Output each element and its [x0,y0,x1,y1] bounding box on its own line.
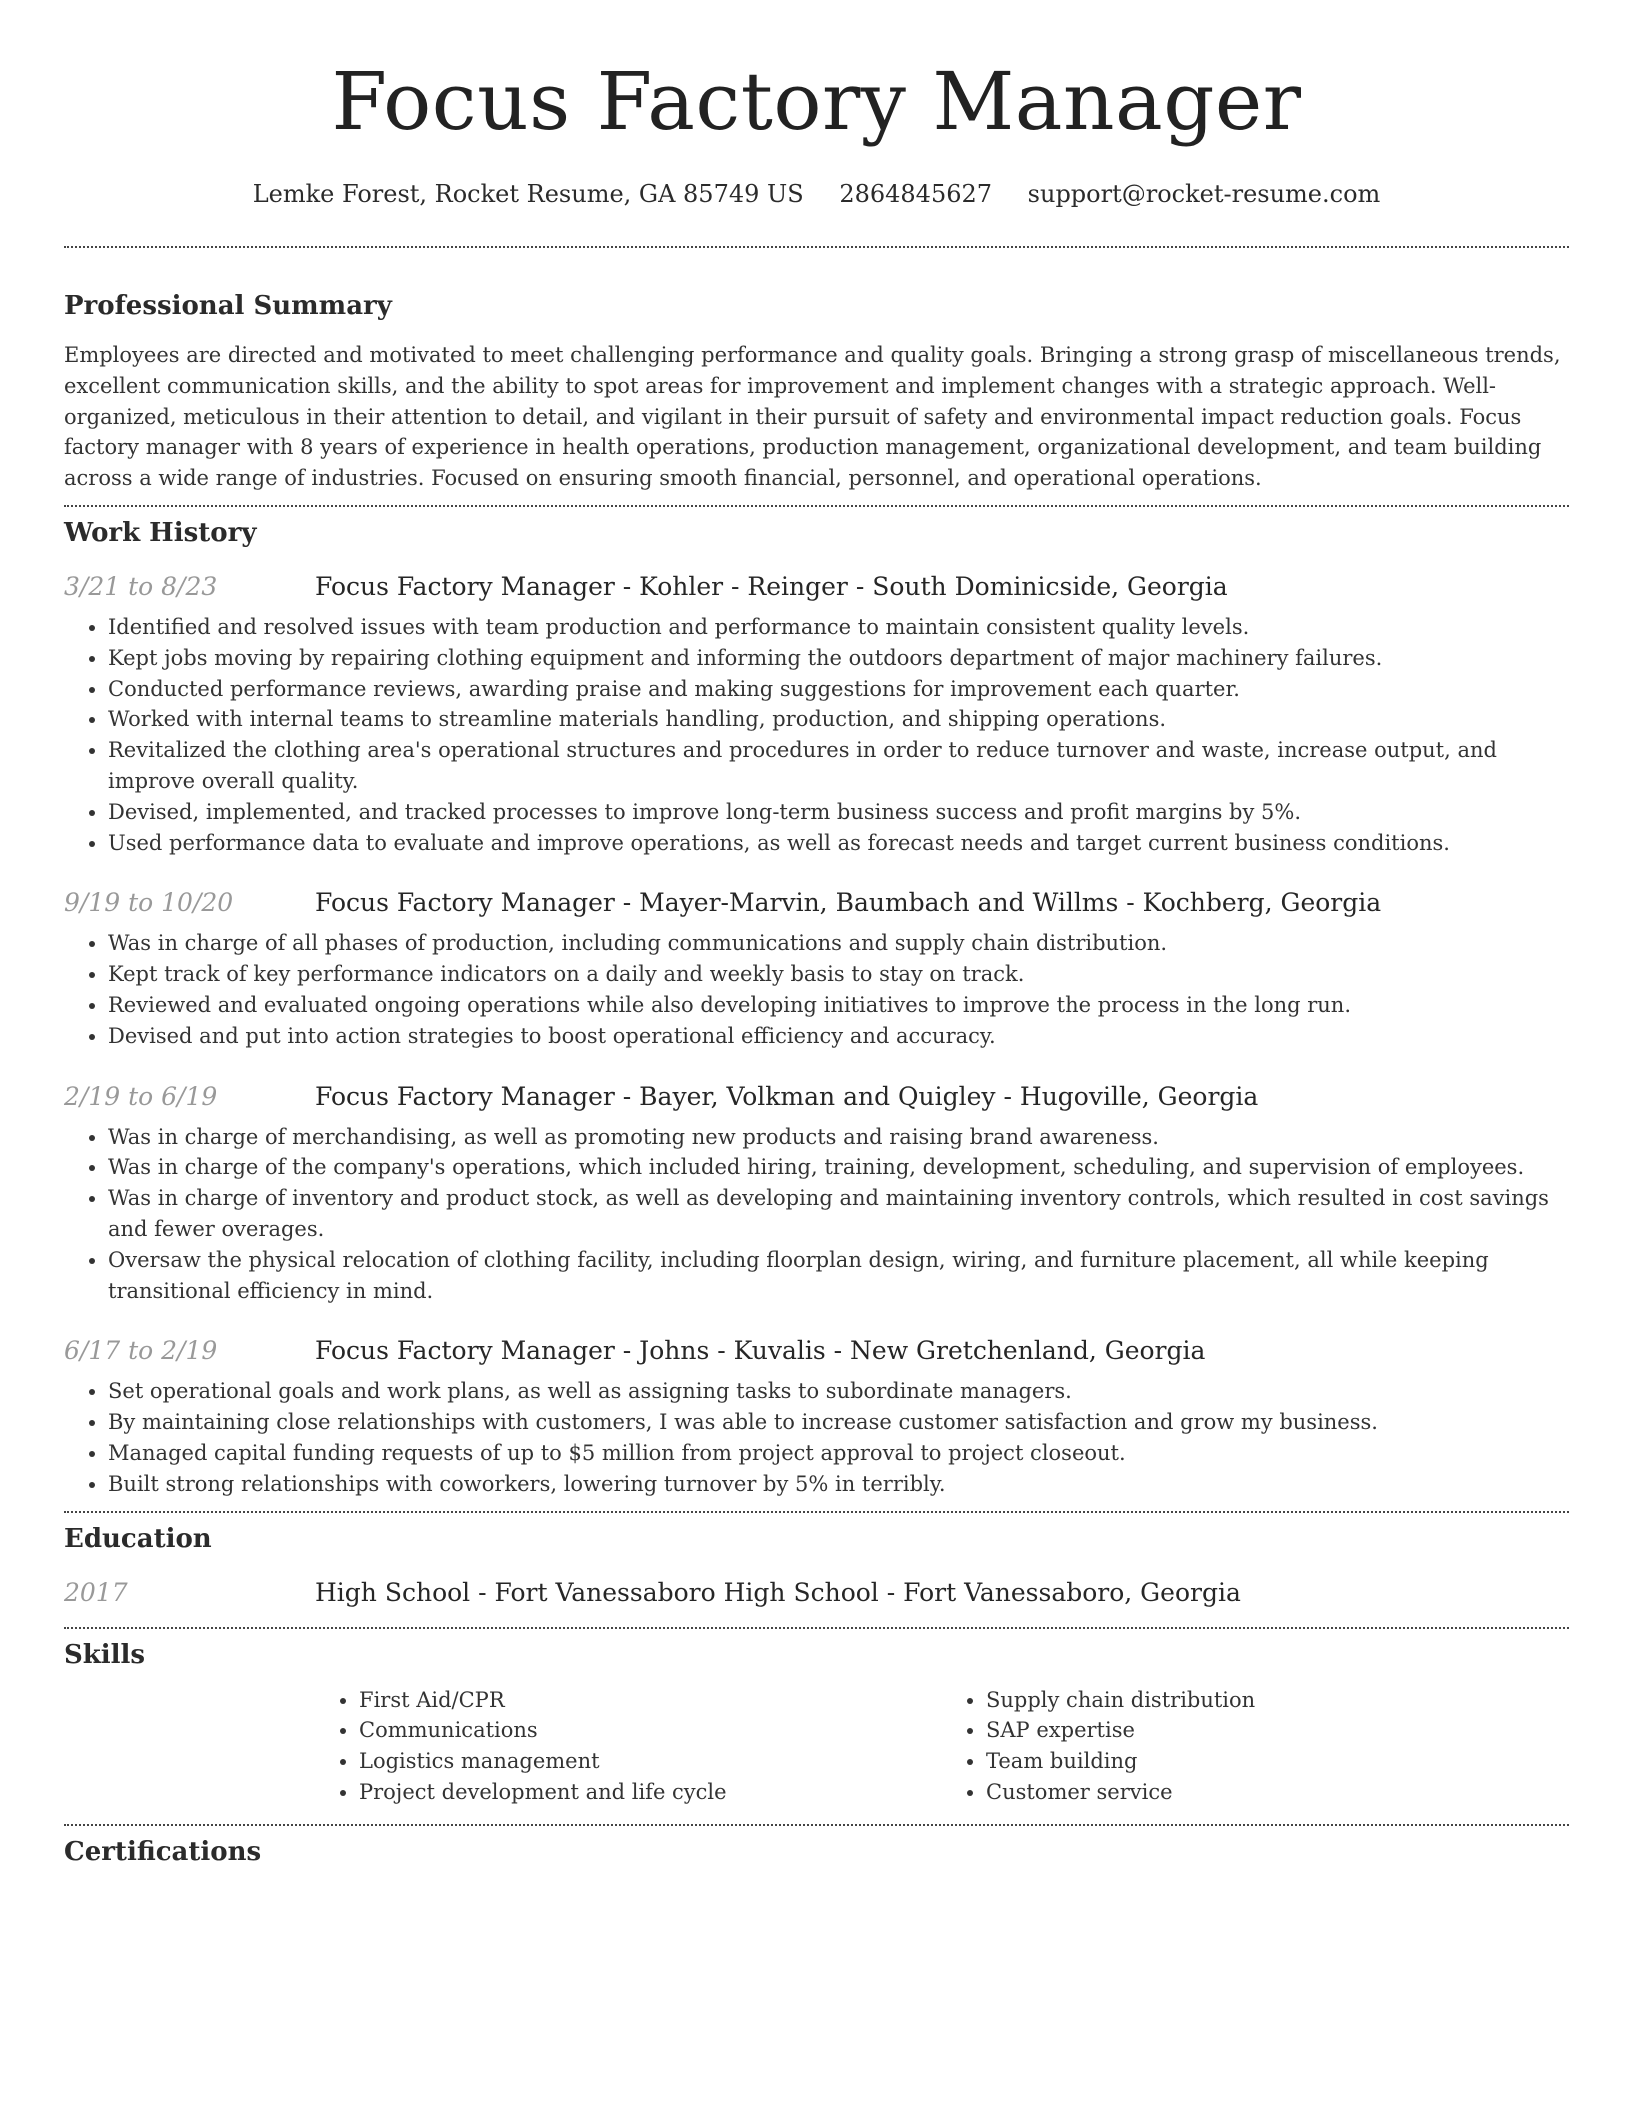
list-item: • Kept jobs moving by repairing clothing equipment and informing the outdoors department of major machinery failures. [108,643,1569,674]
job-header [64,888,1569,917]
list-item: • By maintaining close relationships with customers, I was able to increase customer satisfaction and grow my business. [108,1407,1569,1438]
education-section [64,1522,1569,1607]
section-title-certifications: Certifications [64,1836,262,1867]
job-entry [64,1336,1569,1499]
education-heading: High School - Fort Vanessaboro High School - Fort Vanessaboro, Georgia [315,1577,1241,1607]
skill-item: • SAP expertise [986,1715,1569,1746]
divider [64,1511,1569,1513]
list-item: • Used performance data to evaluate and improve operations, as well as forecast needs and target current business conditions. [108,828,1569,859]
list-item: • Conducted performance reviews, awarding praise and making suggestions for improvement each quarter. [108,674,1569,705]
skill-item: • First Aid/CPR [359,1685,942,1716]
certifications-section [64,1835,1569,1869]
list-item: • Revitalized the clothing area's operational structures and procedures in order to reduce turnover and waste, increase output, and improve overall quality. [108,735,1569,797]
skill-item: • Team building [986,1746,1569,1777]
job-dates: 2/19 to 6/19 [64,1081,218,1111]
section-title-work: Work History [64,517,257,548]
contact-email: support@rocket-resume.com [1027,180,1381,208]
divider [64,1824,1569,1826]
job-header [64,1336,1569,1365]
skill-item: • Project development and life cycle [359,1777,942,1808]
education-entry [64,1578,1569,1607]
skills-section [64,1638,1569,1808]
list-item: • Managed capital funding requests of up to $5 million from project approval to project closeout. [108,1438,1569,1469]
skill-item: • Supply chain distribution [986,1685,1569,1716]
job-bullets [64,1122,1569,1307]
divider [64,246,1569,248]
section-title-summary: Professional Summary [64,291,392,321]
divider [64,1627,1569,1629]
summary-section [64,289,1569,494]
job-heading: Focus Factory Manager - Mayer-Marvin, Baumbach and Willms - Kochberg, Georgia [315,888,1382,918]
skill-item: • Logistics management [359,1746,942,1777]
list-item: • Built strong relationships with coworkers, lowering turnover by 5% in terribly. [108,1469,1569,1500]
resume-page [64,0,1569,1869]
list-item: • Set operational goals and work plans, as well as assigning tasks to subordinate managers. [108,1376,1569,1407]
job-bullets [64,612,1569,858]
job-dates: 6/17 to 2/19 [64,1336,218,1366]
job-dates: 3/21 to 8/23 [64,571,218,601]
skill-item: • Customer service [986,1777,1569,1808]
skill-item: • Communications [359,1715,942,1746]
list-item: • Was in charge of all phases of production, including communications and supply chain distribution. [108,928,1569,959]
contact-address: Lemke Forest, Rocket Resume, GA 85749 US [252,180,804,208]
skills-list-right [942,1685,1569,1808]
job-bullets [64,1376,1569,1499]
list-item: • Oversaw the physical relocation of clothing facility, including floorplan design, wiring, and furniture placement, all while keeping transitional efficiency in mind. [108,1245,1569,1307]
work-history-section [64,516,1569,1500]
job-entry [64,888,1569,1051]
list-item: • Was in charge of merchandising, as well as promoting new products and raising brand awareness. [108,1122,1569,1153]
job-heading: Focus Factory Manager - Bayer, Volkman and Quigley - Hugoville, Georgia [315,1081,1259,1111]
list-item: • Reviewed and evaluated ongoing operations while also developing initiatives to improve the process in the long run. [108,990,1569,1021]
divider [64,505,1569,507]
section-title-education: Education [64,1523,212,1554]
skills-list-left [315,1685,942,1808]
contact-line [64,178,1569,210]
list-item: • Was in charge of inventory and product stock, as well as developing and maintaining inventory controls, which resulted in cost savings and fewer overages. [108,1183,1569,1245]
job-entry [64,572,1569,858]
job-heading: Focus Factory Manager - Kohler - Reinger - South Dominicside, Georgia [315,571,1228,601]
list-item: • Devised and put into action strategies to boost operational efficiency and accuracy. [108,1021,1569,1052]
education-year: 2017 [64,1577,128,1607]
list-item: • Kept track of key performance indicators on a daily and weekly basis to stay on track. [108,959,1569,990]
summary-text: Employees are directed and motivated to meet challenging performance and quality goals. Bringing a strong grasp of miscellaneous trends, excellent communication skills, and the ability to spot areas for improvement and implement changes with a strategic approach. Well-organized, meticulous in their attention to detail, and vigilant in their pursuit of safety and environmental impact reduction goals. Focus factory manager with 8 years of experience in health operations, production management, organizational development, and team building across a wide range of industries. Focused on ensuring smooth financial, personnel, and operational operations. [64,343,1561,491]
job-header [64,572,1569,601]
list-item: • Devised, implemented, and tracked processes to improve long-term business success and profit margins by 5%. [108,797,1569,828]
resume-name: Focus Factory Manager [331,55,1302,148]
job-bullets [64,928,1569,1051]
list-item: • Was in charge of the company's operations, which included hiring, training, development, scheduling, and supervision of employees. [108,1152,1569,1183]
skills-columns [315,1685,1569,1808]
job-dates: 9/19 to 10/20 [64,888,234,918]
list-item: • Worked with internal teams to streamline materials handling, production, and shipping operations. [108,704,1569,735]
section-title-skills: Skills [64,1639,146,1670]
job-entry [64,1082,1569,1307]
contact-phone: 2864845627 [839,180,993,208]
job-header [64,1082,1569,1111]
job-heading: Focus Factory Manager - Johns - Kuvalis - New Gretchenland, Georgia [315,1336,1206,1366]
list-item: • Identified and resolved issues with team production and performance to maintain consistent quality levels. [108,612,1569,643]
